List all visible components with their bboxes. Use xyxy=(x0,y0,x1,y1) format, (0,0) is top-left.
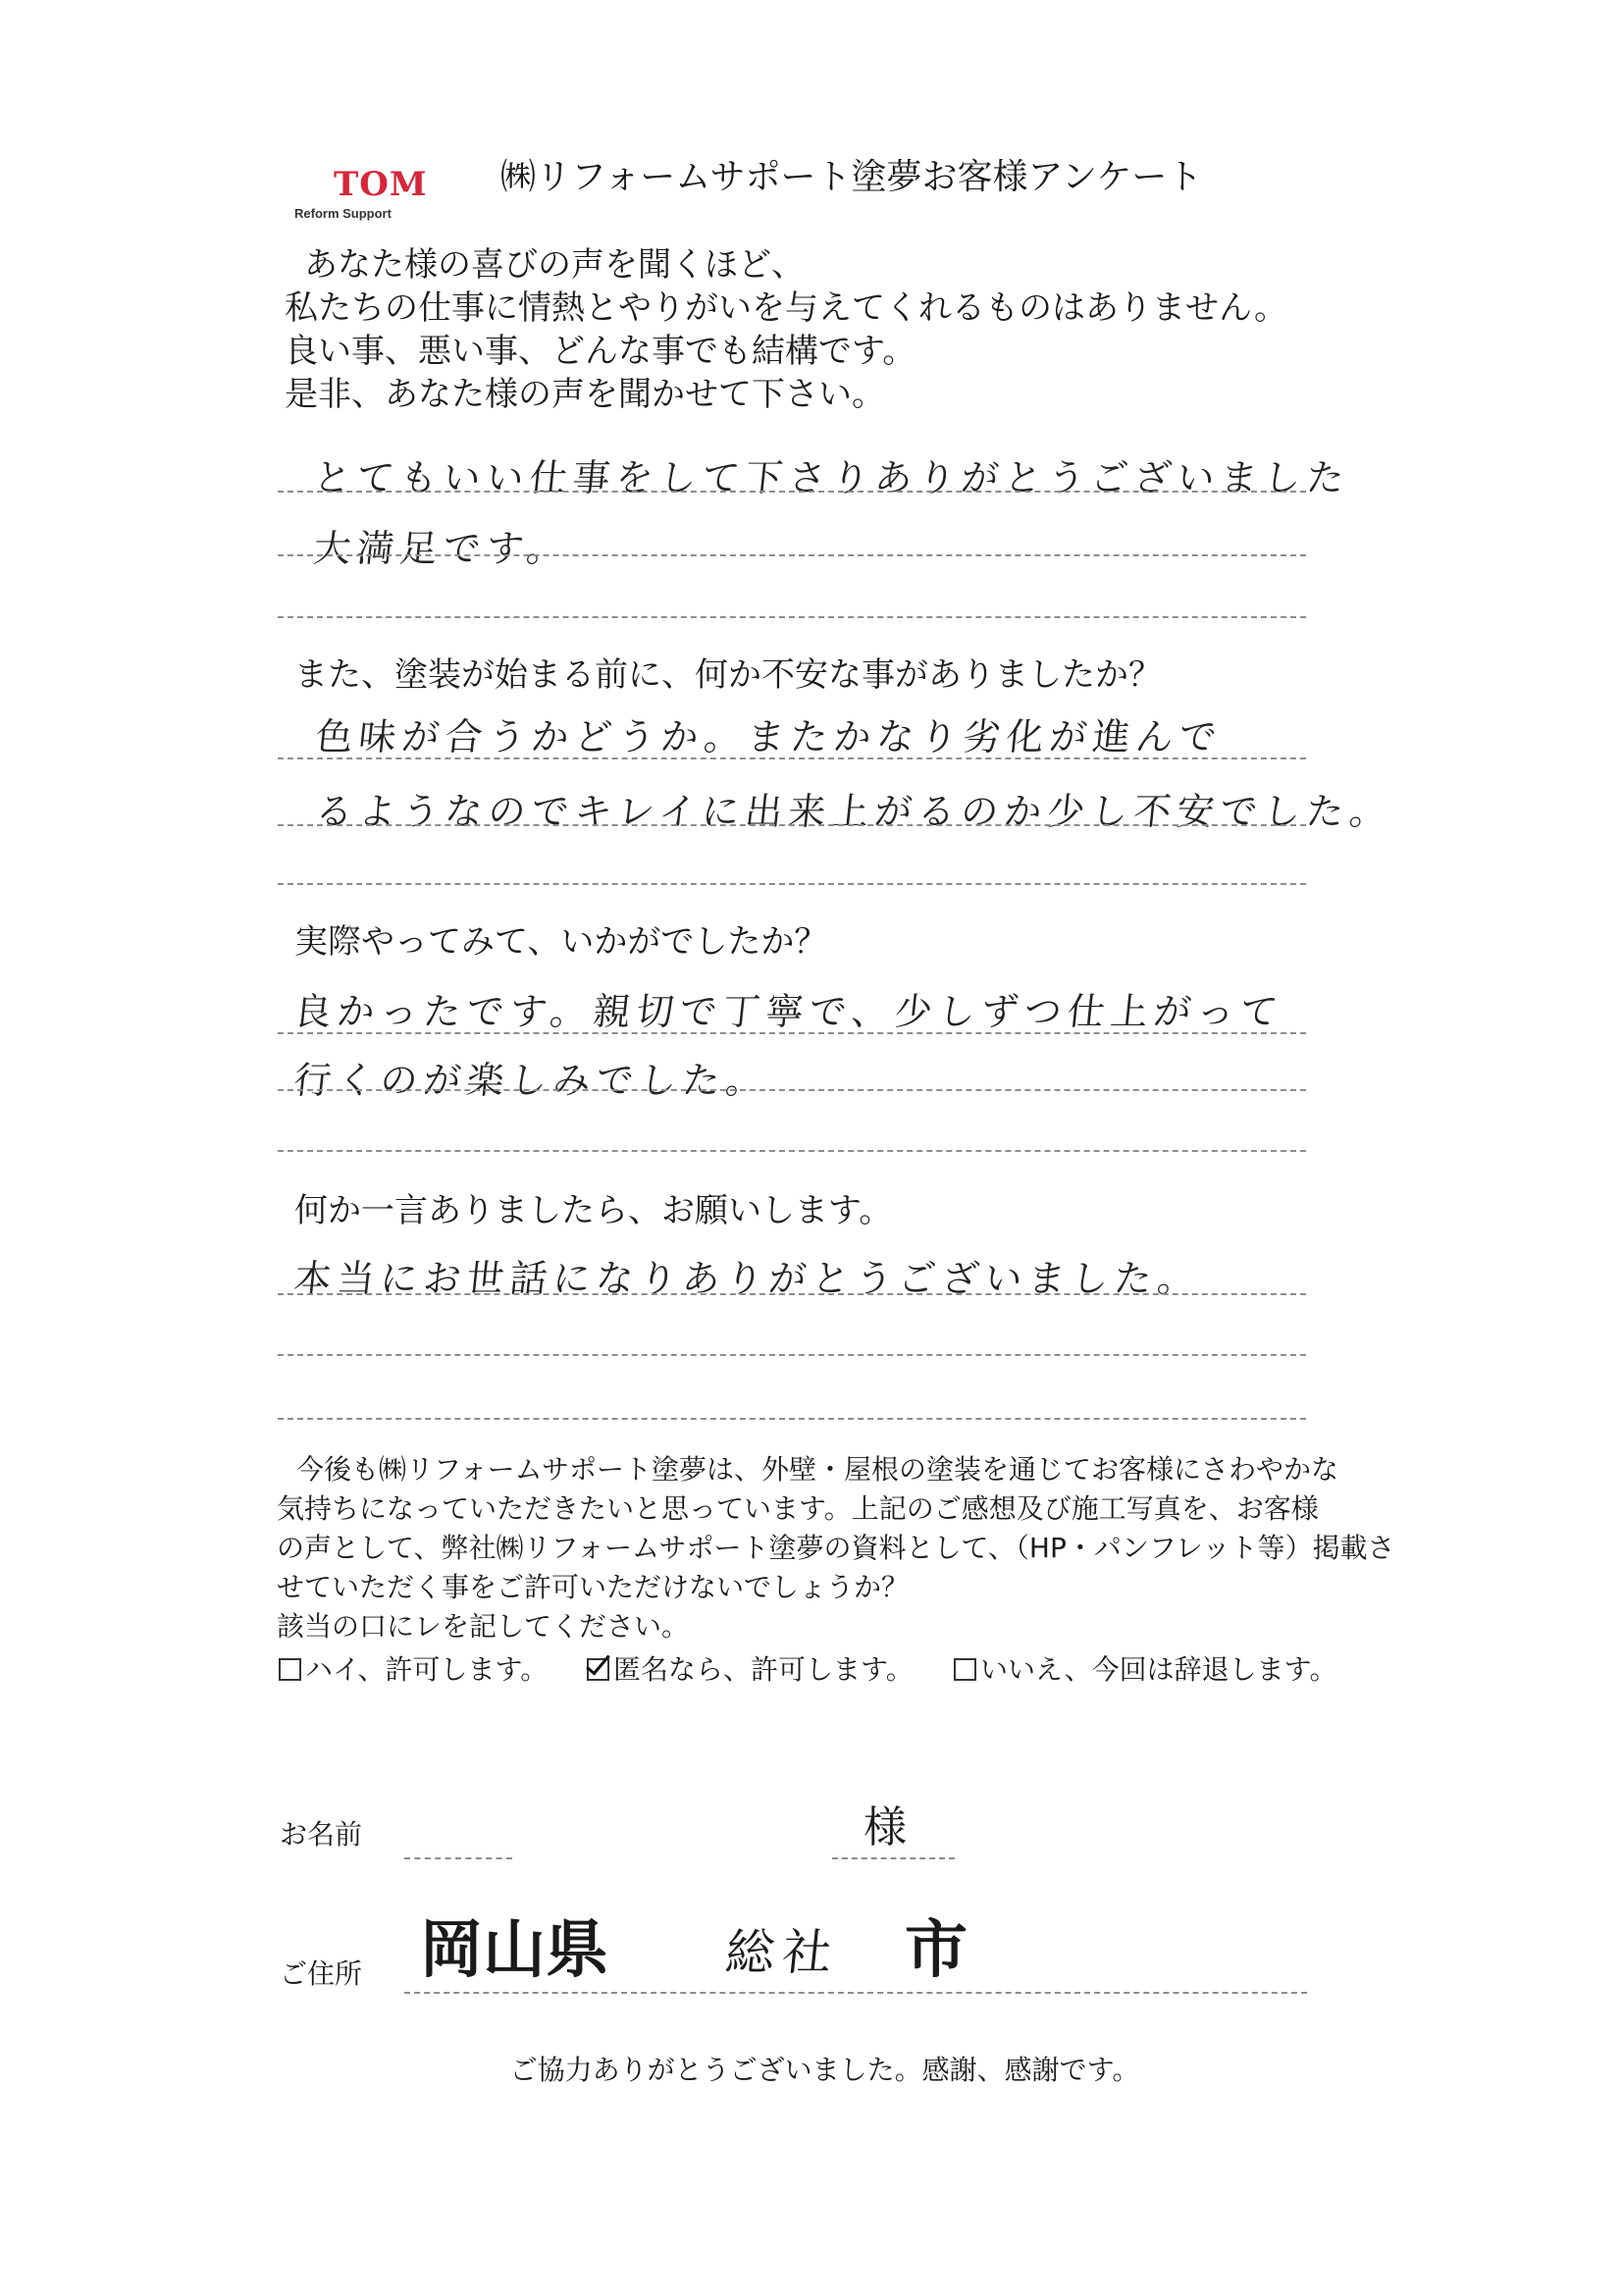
option-allow-label: ハイ、許可します。 xyxy=(305,1653,549,1686)
answer-2-line-2: るようなのでキレイに出来上がるのか少し不安でした。 xyxy=(313,790,1395,833)
answer-2-line-1: 色味が合うかどうか。またかなり劣化が進んで xyxy=(313,715,1225,758)
intro-line: 私たちの仕事に情熱とやりがいを与えてくれるものはありません。 xyxy=(285,288,1288,328)
name-suffix-rule xyxy=(832,1857,955,1859)
intro-line: 良い事、悪い事、どんな事でも結構です。 xyxy=(285,332,916,371)
survey-title: ㈱リフォームサポート塗夢お客様アンケート xyxy=(500,157,1203,197)
address-city-suffix: 市 xyxy=(905,1914,968,1987)
answer-3-line-1: 良かったです。親切で丁寧で、少しずつ仕上がって xyxy=(291,990,1286,1033)
option-anonymous-checkbox[interactable] xyxy=(587,1658,609,1681)
option-allow[interactable] xyxy=(279,1648,548,1688)
answer-2-rule-1 xyxy=(278,757,1306,759)
option-decline[interactable] xyxy=(954,1648,1336,1688)
consent-options xyxy=(0,1648,1622,1688)
option-anonymous[interactable] xyxy=(587,1648,914,1688)
option-decline-label: いいえ、今回は辞退します。 xyxy=(980,1653,1337,1686)
answer-4-line-1: 本当にお世話になりありがとうございました。 xyxy=(291,1257,1203,1300)
answer-1-rule-1 xyxy=(278,491,1306,493)
intro-line: あなた様の喜びの声を聞くほど、 xyxy=(304,245,805,285)
intro-text xyxy=(285,243,1287,416)
option-anonymous-label: 匿名なら、許可します。 xyxy=(613,1653,914,1686)
answer-1-line-2: 大満足です。 xyxy=(311,527,572,570)
question-4: 何か一言ありましたら、お願いします。 xyxy=(294,1191,893,1230)
name-field-rule xyxy=(404,1857,512,1859)
name-suffix: 様 xyxy=(863,1802,907,1852)
address-field-rule xyxy=(404,1992,1307,1994)
thanks-message: ご協力ありがとうございました。感謝、感謝です。 xyxy=(509,2054,1140,2086)
option-allow-checkbox[interactable] xyxy=(279,1658,301,1681)
answer-3-line-2: 行くのが楽しみでした。 xyxy=(291,1059,771,1102)
answer-2-rule-2 xyxy=(278,824,1306,826)
intro-line: 是非、あなた様の声を聞かせて下さい。 xyxy=(285,375,885,414)
answer-4-rule-2 xyxy=(278,1354,1306,1356)
consent-line: 今後も㈱リフォームサポート塗夢は、外壁・屋根の塗装を通じてお客様にさわやかな xyxy=(296,1453,1339,1486)
logo-mark: TOM xyxy=(334,165,428,204)
company-logo xyxy=(294,165,451,226)
address-city-handwritten: 総社 xyxy=(722,1924,843,1981)
consent-line: の声として、弊社㈱リフォームサポート塗夢の資料として、（HP・パンフレット等）掲載さ xyxy=(277,1532,1395,1564)
consent-line: 該当の口にレを記してください。 xyxy=(277,1610,690,1643)
logo-subtitle: Reform Support xyxy=(294,206,392,221)
answer-1-line-1: とてもいい仕事をして下さりありがとうございました xyxy=(311,456,1352,499)
answer-4-rule-1 xyxy=(278,1293,1306,1295)
answer-3-rule-3 xyxy=(278,1150,1306,1152)
consent-line: 気持ちになっていただきたいと思っています。上記のご感想及び施工写真を、お客様 xyxy=(277,1492,1319,1525)
consent-text xyxy=(277,1450,1394,1646)
answer-3-rule-1 xyxy=(278,1032,1306,1034)
question-3: 実際やってみて、いかがでしたか？ xyxy=(294,922,828,962)
answer-3-rule-2 xyxy=(278,1089,1306,1091)
address-prefecture: 岡山県 xyxy=(420,1914,608,1987)
answer-2-rule-3 xyxy=(278,883,1306,885)
name-label: お名前 xyxy=(280,1818,363,1851)
answer-4-rule-3 xyxy=(278,1418,1306,1420)
answer-1-rule-2 xyxy=(278,554,1306,556)
answer-1-rule-3 xyxy=(278,616,1306,618)
option-decline-checkbox[interactable] xyxy=(954,1658,976,1681)
question-2: また、塗装が始まる前に、何か不安な事がありましたか？ xyxy=(294,655,1162,695)
address-label: ご住所 xyxy=(280,1957,363,1990)
consent-line: せていただく事をご許可いただけないでしょうか？ xyxy=(277,1571,910,1603)
